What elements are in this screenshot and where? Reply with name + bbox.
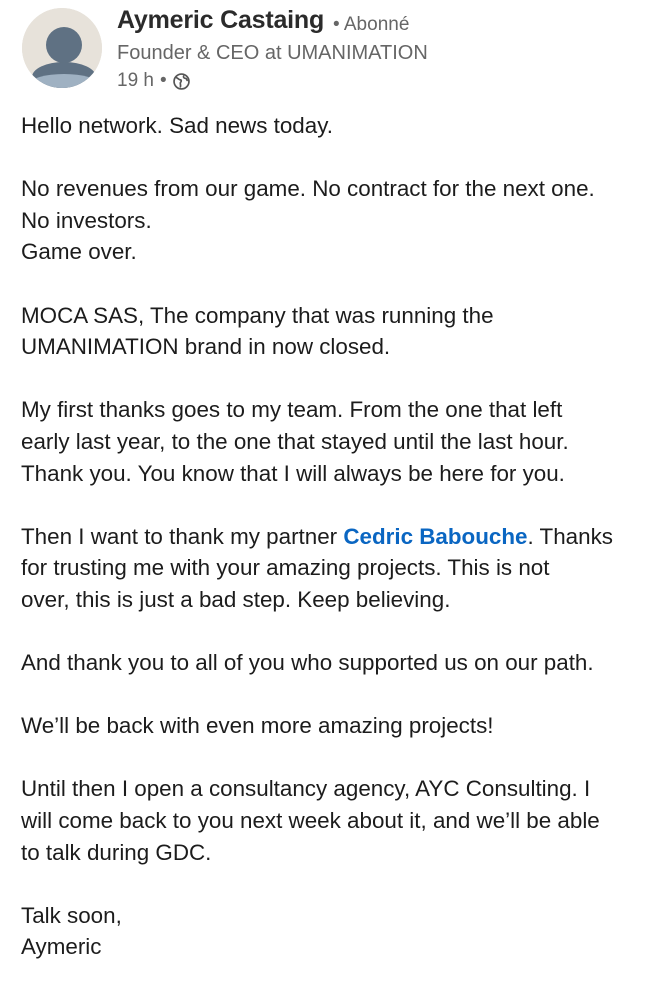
text-line: We’ll be back with even more amazing projects! bbox=[21, 713, 494, 739]
follow-status: • Abonné bbox=[333, 14, 410, 35]
text-line: for trusting me with your amazing projects. This is not bbox=[21, 555, 550, 581]
text-line: Game over. bbox=[21, 239, 137, 265]
post-header bbox=[0, 0, 657, 100]
paragraph-signoff bbox=[21, 900, 651, 963]
text-line: to talk during GDC. bbox=[21, 839, 212, 865]
text-line: early last year, to the one that stayed until the last hour. bbox=[21, 428, 569, 454]
author-headline: Founder & CEO at UMANIMATION bbox=[117, 42, 428, 64]
text-line: Thank you. You know that I will always be here for you. bbox=[21, 460, 565, 486]
text-line: And thank you to all of you who supported us on our path. bbox=[21, 650, 594, 676]
paragraph-back bbox=[21, 710, 651, 742]
meta-separator: • bbox=[159, 70, 167, 91]
paragraph-team-thanks bbox=[21, 394, 651, 489]
paragraph-company bbox=[21, 300, 651, 363]
text-line: Hello network. Sad news today. bbox=[21, 113, 333, 138]
signature: Aymeric bbox=[21, 934, 102, 960]
post-body bbox=[21, 110, 651, 963]
author-name[interactable]: Aymeric Castaing bbox=[117, 6, 325, 34]
paragraph-news bbox=[21, 173, 651, 268]
text-line: Until then I open a consultancy agency, AYC Consulting. I bbox=[21, 776, 591, 802]
text-line: No revenues from our game. No contract for the next one. bbox=[21, 176, 595, 202]
person-icon bbox=[22, 8, 102, 88]
paragraph-consulting bbox=[21, 773, 651, 868]
text-line: UMANIMATION brand in now closed. bbox=[21, 334, 391, 360]
text-line bbox=[21, 521, 651, 553]
text-line: Talk soon, bbox=[21, 902, 122, 928]
post-time: 19 h bbox=[117, 70, 154, 91]
mention-link[interactable]: Cedric Babouche bbox=[343, 523, 528, 549]
text-line: will come back to you next week about it, and we’ll be able bbox=[21, 808, 600, 834]
text-fragment: Then I want to thank my partner bbox=[21, 523, 344, 549]
text-line: MOCA SAS, The company that was running the bbox=[21, 302, 494, 328]
paragraph-greeting bbox=[21, 110, 651, 142]
text-line: My first thanks goes to my team. From the one that left bbox=[21, 397, 563, 423]
text-line: No investors. bbox=[21, 207, 152, 233]
paragraph-supporters bbox=[21, 647, 651, 679]
avatar[interactable] bbox=[22, 8, 102, 88]
post-meta bbox=[117, 70, 190, 92]
text-line: over, this is just a bad step. Keep believing. bbox=[21, 586, 451, 612]
paragraph-partner-thanks bbox=[21, 521, 651, 616]
text-fragment: . Thanks bbox=[527, 523, 613, 549]
globe-icon bbox=[173, 73, 190, 90]
